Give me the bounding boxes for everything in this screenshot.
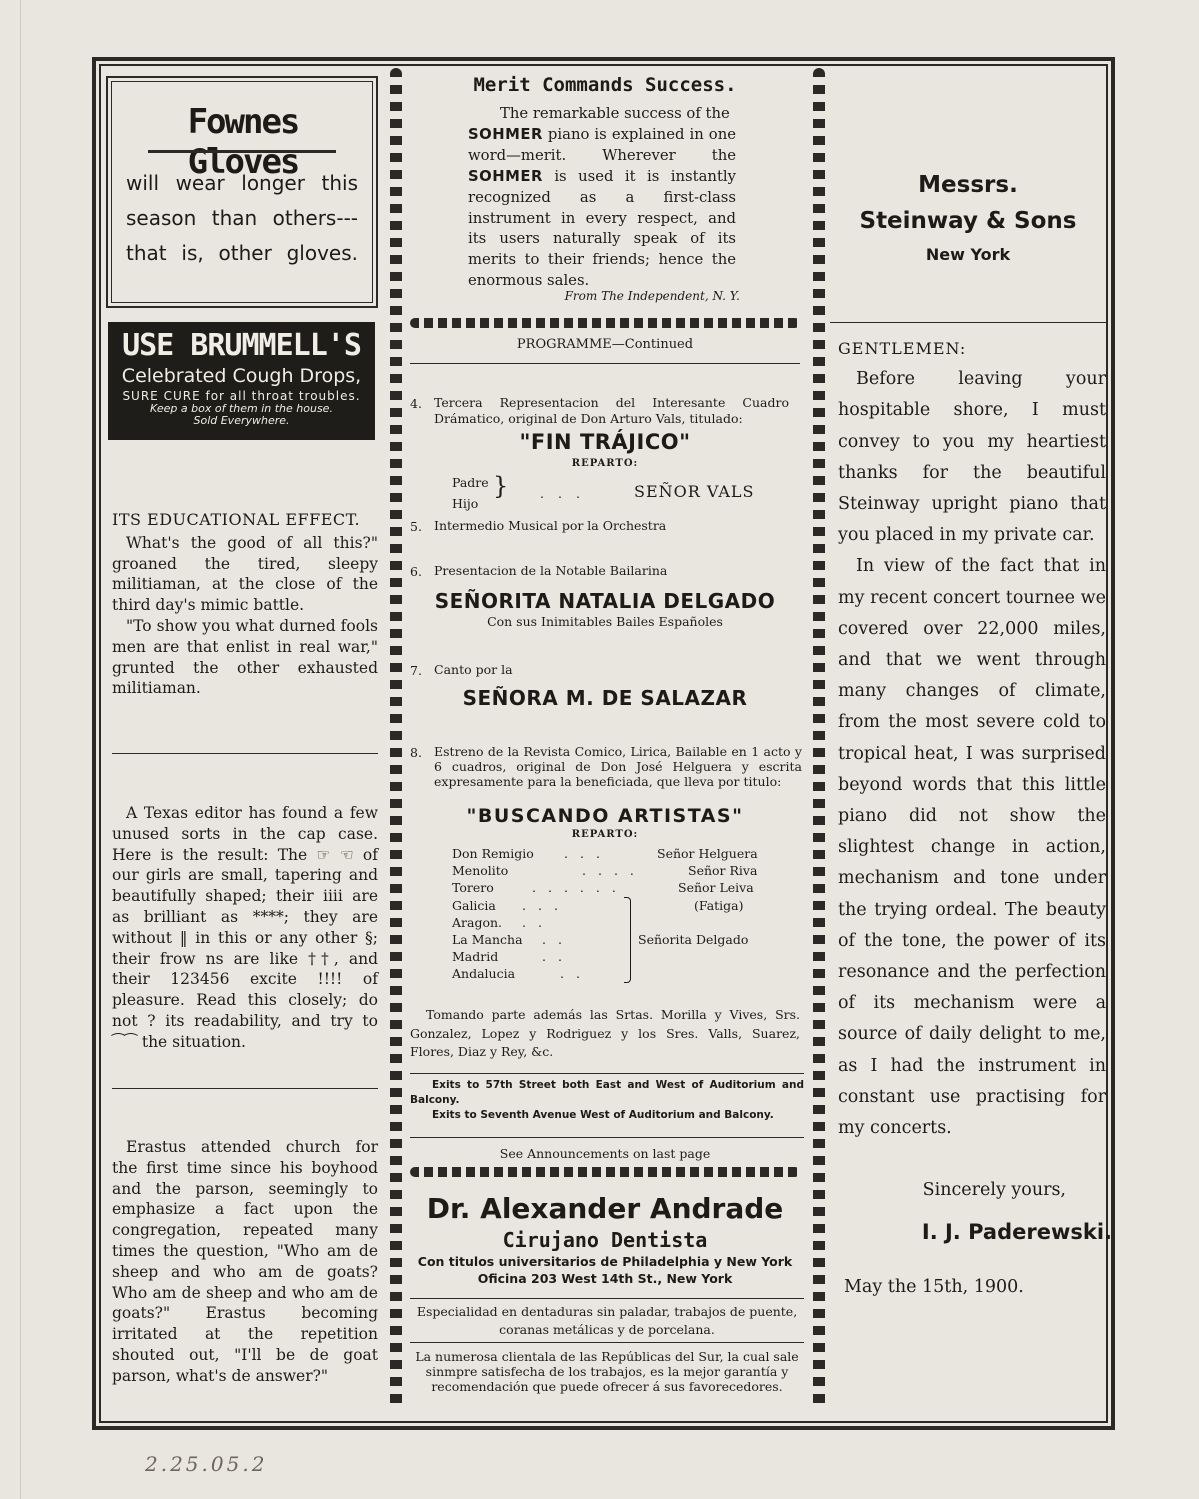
column-divider-right: [813, 68, 825, 1408]
fownes-line: that is, other gloves.: [126, 241, 358, 265]
merit-title: Merit Commands Success.: [473, 74, 737, 96]
cast-actor: Señor Helguera: [657, 846, 758, 861]
cast-row: [452, 879, 772, 896]
role-padre: Padre: [452, 475, 489, 490]
dentist-name: Dr. Alexander Andrade: [426, 1192, 784, 1225]
handwritten-note: 2.25.05.2: [145, 1452, 268, 1476]
programme-number: 6.: [410, 564, 422, 579]
story-paragraph: A Texas editor has found a few unused sorts in the cap case. Here is the result: The ☞ ☜ of our girls are small, tapering and beautifully shaped; their iiii are as brilliant as ****; they are without ‖ in this or any other §; their frow ns are like ††, and their 123456 excite !!!! of pleasure. Read this closely; do not ? its readability, and try to ⁀⁀ the situation.: [112, 804, 378, 1051]
exits-rule: [410, 1073, 804, 1074]
story-educational-effect: [112, 510, 378, 699]
leader-dots: ..: [542, 931, 574, 947]
programme-number: 4.: [410, 396, 422, 411]
letter-signature: I. J. Paderewski.: [921, 1220, 1112, 1244]
programme-item-5: Intermedio Musical por la Orchestra: [434, 518, 667, 533]
wavy-rule: [410, 318, 800, 328]
letter-addressee-messrs: Messrs.: [918, 172, 1018, 198]
binding-edge: [0, 0, 21, 1499]
reparto-label: REPARTO:: [571, 458, 639, 469]
letter-paragraph: Before leaving your hospitable shore, I must convey to you my heartiest thanks for the beautiful Steinway upright piano that you placed in my private car.: [838, 369, 1106, 546]
programme-item-7: Canto por la: [434, 662, 513, 677]
merit-line: The remarkable success of the: [500, 105, 730, 122]
salazar-title: SEÑORA M. DE SALAZAR: [462, 686, 748, 710]
left-divider: [112, 1088, 378, 1089]
buscando-artistas-title: "BUSCANDO ARTISTAS": [466, 805, 744, 827]
cast-role: Andalucia: [452, 966, 516, 982]
dentist-line: Con titulos universitarios de Philadelphia y New York: [417, 1254, 793, 1269]
story-texas-editor: [112, 803, 378, 1053]
fownes-line: will wear longer this: [126, 171, 358, 195]
leader-dots: ..: [522, 914, 554, 930]
brummell-ad: [108, 322, 375, 440]
dentist-specialty: Especialidad en dentaduras sin paladar, trabajos de puente, coranas metálicas y de porcelana.: [416, 1304, 798, 1337]
cast-role: Madrid: [452, 949, 499, 965]
leader-dots: ..: [542, 949, 574, 965]
left-divider: [112, 753, 378, 754]
leader-dots: ...: [540, 486, 594, 501]
story-paragraph: Erastus attended church for the first time since his boyhood and the parson, seemingly to emphasize a fact upon the congregation, repeated many times the question, "Who am de sheep and who am de goats? Who am de sheep and who am de goats?" Erastus becoming irritated at the repetition shouted out, "I'll be de goat parson, what's de answer?": [112, 1138, 378, 1385]
brummell-claim: SURE CURE for all throat troubles.: [122, 389, 361, 403]
column-divider-left: [390, 68, 402, 1408]
dentist-address: Oficina 203 West 14th St., New York: [477, 1271, 733, 1286]
dentist-title: Cirujano Dentista: [502, 1228, 708, 1252]
sohmer-brand: SOHMER: [468, 125, 543, 143]
programme-item-8: Estreno de la Revista Comico, Lirica, Bailable en 1 acto y 6 cuadros, original de Don José Helguera y escrita expresamente para la beneficiada, que lleva por titulo:: [434, 744, 802, 789]
letter-paragraph: In view of the fact that in my recent concert tournee we covered over 22,000 miles, and that we went through many changes of climate, from the most severe cold to tropical heat, I was surprised beyond words that this little piano did not show the slightest change in action, mechanism and tone under the trying ordeal. The beauty of the tone, the power of its resonance and the perfection of its mechanism were a source of daily delight to me, as I had the instrument in constant use practising for my concerts.: [838, 556, 1106, 1139]
cast-actor: Señor Leiva: [678, 880, 754, 896]
fownes-body: [126, 166, 358, 271]
exits-57th-street: Exits to 57th Street both East and West of Auditorium and Balcony.: [410, 1079, 804, 1106]
cast-row: [452, 914, 772, 931]
cast-role: La Mancha: [452, 931, 523, 947]
programme-item-6: Presentacion de la Notable Bailarina: [434, 563, 668, 578]
merit-body: [468, 104, 736, 292]
brace-icon: }: [493, 472, 509, 500]
reparto-label: REPARTO:: [571, 829, 639, 840]
letter-addressee-firm: Steinway & Sons: [859, 208, 1077, 234]
cast-row: [452, 897, 772, 914]
leader-dots: ......: [532, 880, 628, 896]
brummell-tagline: Sold Everywhere.: [193, 414, 290, 427]
cast-role: Galicia: [452, 897, 496, 913]
programme-number: 8.: [410, 745, 422, 760]
cast-row: [452, 931, 772, 948]
story-paragraph: What's the good of all this?" groaned the tired, sleepy militiaman, at the close of the third day's mimic battle.: [112, 533, 378, 615]
cast-actor: Señorita Delgado: [638, 931, 749, 947]
letter-date: May the 15th, 1900.: [844, 1277, 1024, 1297]
letter-salutation: GENTLEMEN:: [838, 339, 967, 358]
merit-line: piano is explained in one word—merit. Wherever the: [468, 125, 736, 164]
programme-heading: PROGRAMME—Continued: [516, 337, 694, 352]
leader-dots: ...: [564, 846, 612, 861]
merit-citation: From The Independent, N. Y.: [564, 289, 740, 303]
letter-addressee-city: New York: [925, 245, 1011, 264]
leader-dots: ..: [560, 966, 592, 982]
programme-number: 5.: [410, 519, 422, 534]
delgado-subtitle: Con sus Inimitables Bailes Españoles: [487, 614, 723, 629]
cast-list: [452, 845, 772, 983]
wavy-rule: [410, 1167, 800, 1177]
cast-role: Don Remigio: [452, 846, 534, 861]
brace-icon: [624, 897, 631, 983]
brummell-headline: USE BRUMMELL'S: [122, 328, 361, 363]
brummell-tagline: Keep a box of them in the house.: [150, 402, 333, 415]
cast-row: [452, 862, 772, 879]
dentist-clientele: La numerosa clientala de las Repúblicas del Sur, la cual sale sinmpre satisfecha de los trabajos, es la mejor garantía y recomendación que puede ofrecer á sus favorecedores.: [415, 1349, 799, 1394]
actor-vals: SEÑOR VALS: [634, 482, 755, 501]
announcements-note: See Announcements on last page: [499, 1146, 711, 1161]
cast-role: Menolito: [452, 863, 509, 879]
programme-rule: [410, 363, 800, 364]
fin-trajico-title: "FIN TRÁJICO": [519, 430, 691, 454]
story-erastus: [112, 1137, 378, 1387]
dentist-rule: [410, 1342, 804, 1343]
cast-actor: (Fatiga): [694, 897, 744, 913]
letter-body: [838, 333, 1106, 1144]
dentist-rule: [410, 1298, 804, 1299]
delgado-title: SEÑORITA NATALIA DELGADO: [434, 589, 776, 613]
fownes-line: season than others---: [126, 206, 358, 230]
cast-row: [452, 845, 772, 862]
role-hijo: Hijo: [452, 496, 479, 511]
fownes-title-rule: [148, 150, 336, 153]
story-paragraph: "To show you what durned fools men are that enlist in real war," grunted the other exhausted militiaman.: [112, 616, 378, 698]
cast-row: [452, 948, 772, 965]
letter-closing: Sincerely yours,: [922, 1180, 1066, 1200]
exits-rule: [410, 1137, 804, 1138]
cast-actor: Señor Riva: [688, 863, 758, 879]
programme-extra-cast: Tomando parte además las Srtas. Morilla y Vives, Srs. Gonzalez, Lopez y Rodriguez y los Sres. Valls, Suarez, Flores, Diaz y Rey, &c.: [410, 1007, 800, 1059]
merit-line: is used it is instantly recognized as a first-class instrument in every respect, and its users naturally speak of its merits to their friends; hence the enormous sales.: [468, 167, 736, 290]
letter-rule: [830, 322, 1106, 323]
leader-dots: ...: [522, 897, 570, 913]
story-heading: ITS EDUCATIONAL EFFECT.: [112, 510, 361, 529]
cast-role: Aragon.: [452, 914, 503, 930]
sohmer-brand: SOHMER: [468, 167, 543, 185]
leader-dots: ....: [582, 863, 646, 879]
cast-row: [452, 965, 772, 982]
exits-seventh-avenue: Exits to Seventh Avenue West of Auditorium and Balcony.: [432, 1109, 774, 1121]
programme-number: 7.: [410, 663, 422, 678]
cast-role: Torero: [452, 880, 494, 896]
programme-item-4: Tercera Representacion del Interesante Cuadro Drámatico, original de Don Arturo Vals, titulado:: [434, 395, 789, 426]
fownes-title: Fownes Gloves: [187, 102, 299, 182]
dentist-credentials: [410, 1253, 800, 1287]
brummell-product: Celebrated Cough Drops,: [121, 365, 362, 387]
